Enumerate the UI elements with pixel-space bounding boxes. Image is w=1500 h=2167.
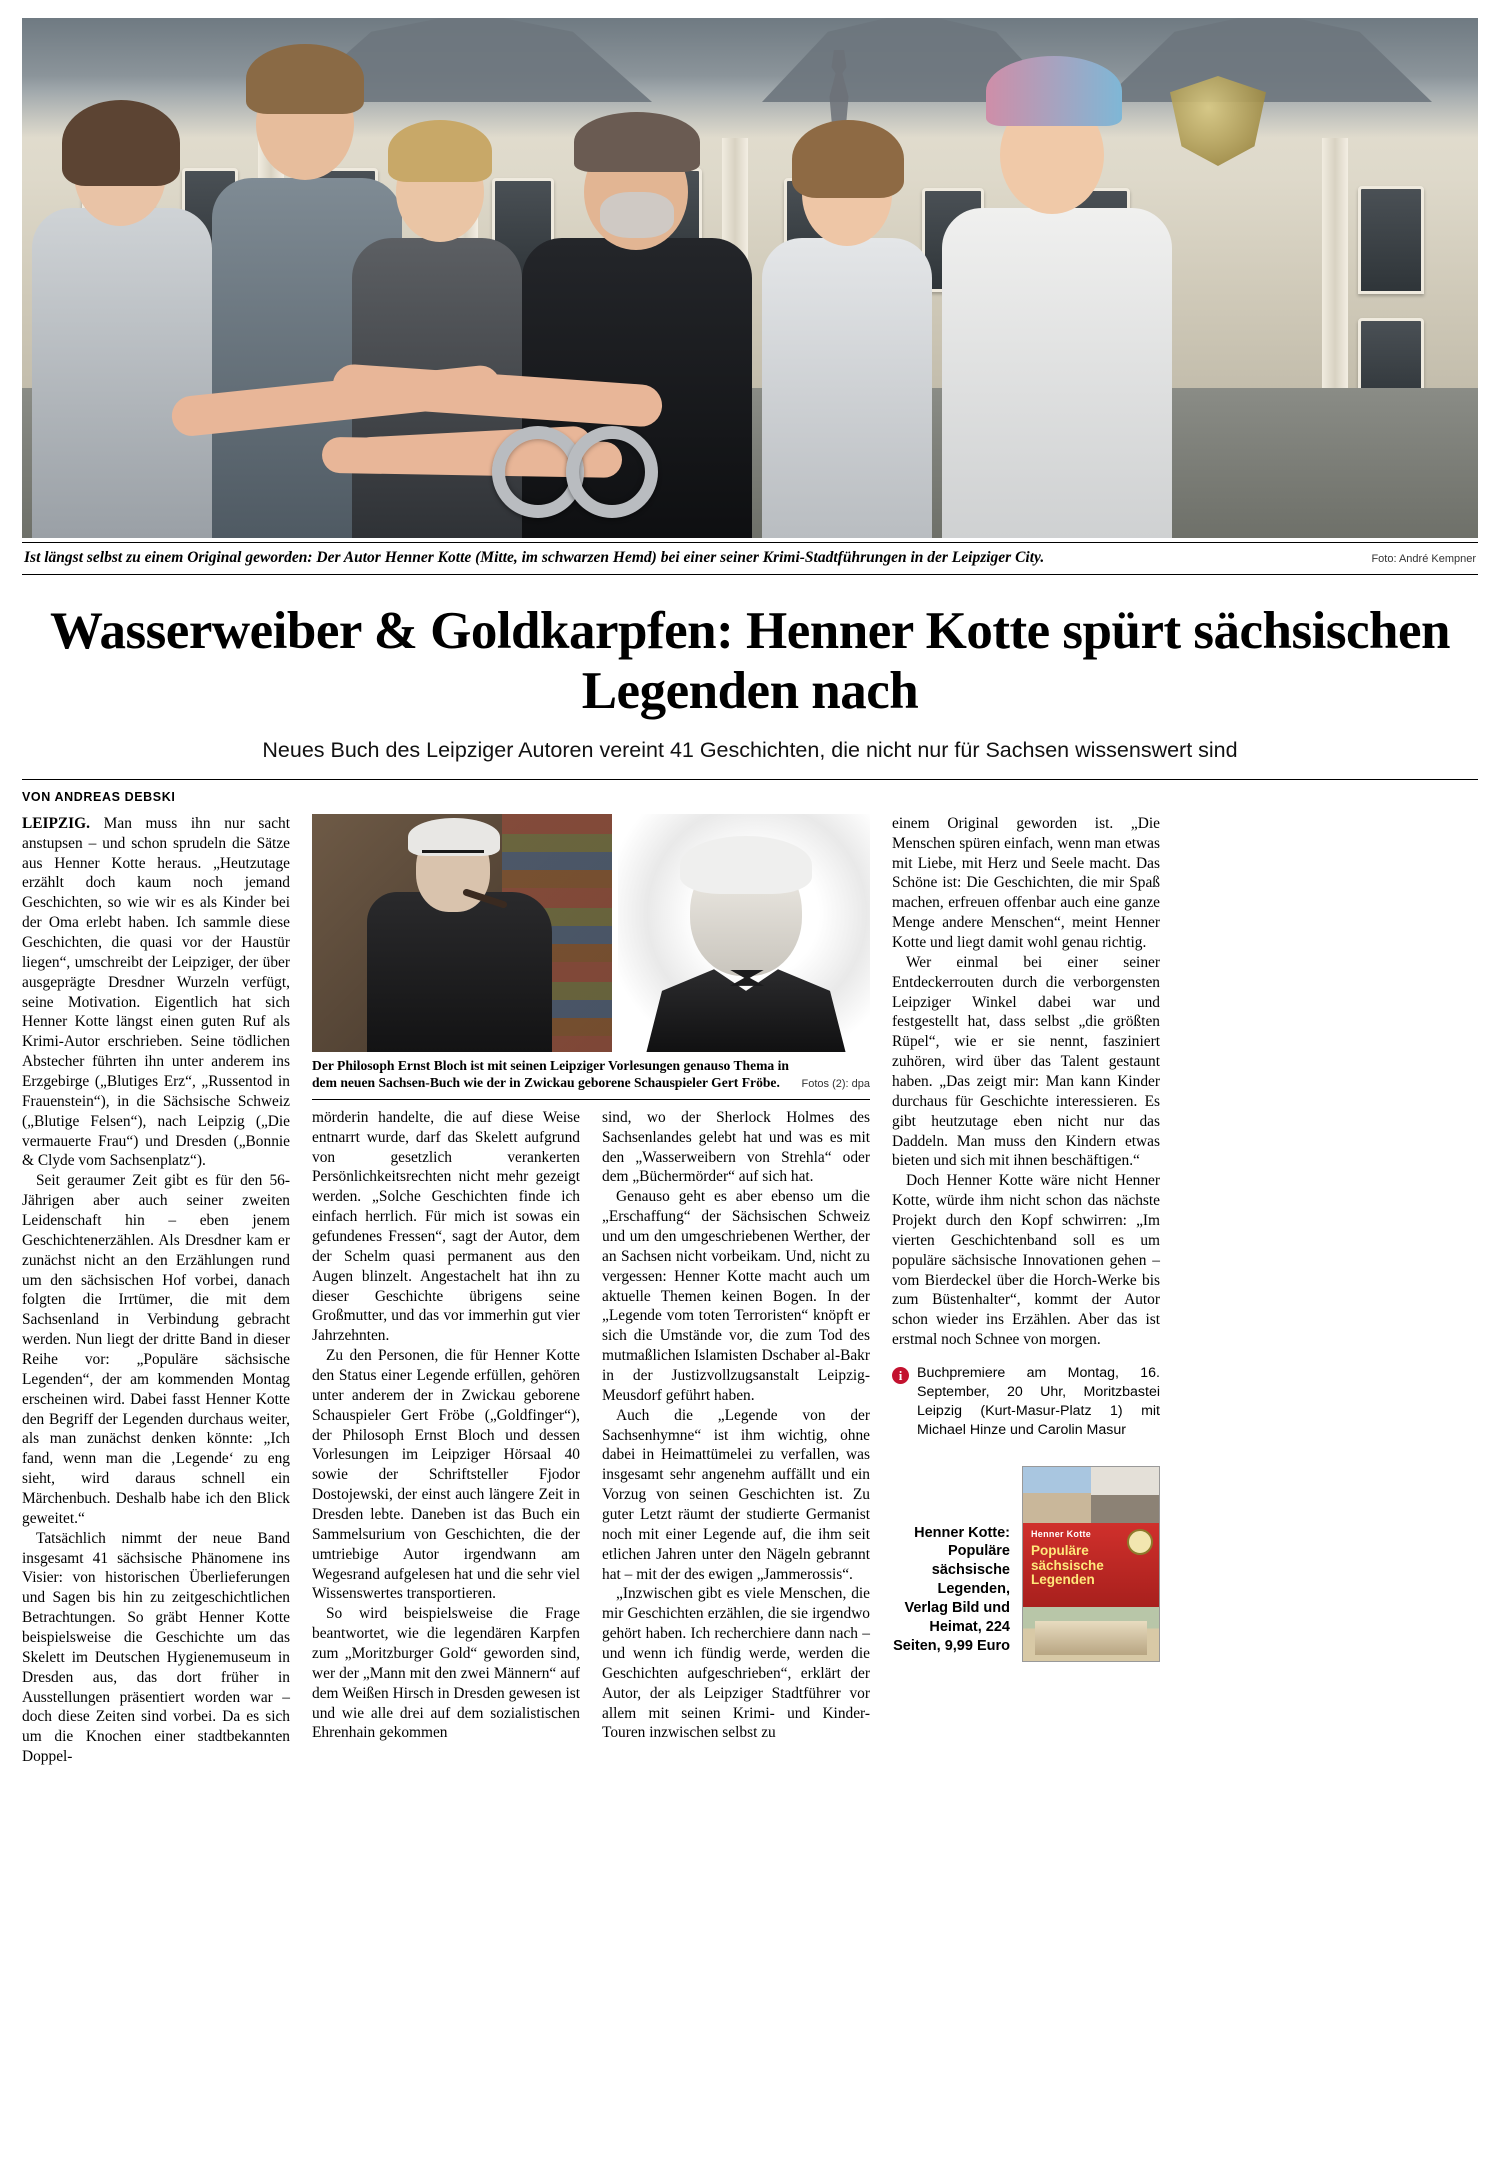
person-girl-right xyxy=(942,208,1172,538)
person-child-left xyxy=(32,208,212,538)
photo-gert-froebe xyxy=(618,814,870,1052)
page-subtitle: Neues Buch des Leipziger Autoren vereint 41 Geschichten, die nicht nur für Sachsen wissenswert sind xyxy=(262,737,1238,762)
column-2 xyxy=(312,1108,580,1744)
event-info-text: Buchpremiere am Montag, 16. September, 20 Uhr, Moritzbastei Leipzig (Kurt-Masur-Platz 1) mit Michael Hinze und Carolin Masur xyxy=(917,1365,1160,1438)
photo-credit: Foto: André Kempner xyxy=(1371,553,1476,565)
photo-ernst-bloch xyxy=(312,814,612,1052)
column-4 xyxy=(892,814,1160,1767)
paragraph: Doch Henner Kotte wäre nicht Henner Kotte, würde ihm nicht schon das nächste Projekt durch den Kopf schwirren: „Im vierten Geschichtenband soll es um populäre sächsische Innovationen gehen – vom Bierdeckel über die Horch-Werke bis zum Büstenhalter“, kommt der Autor schon wieder ins Erzählen. Aber das ist erstmal noch Schnee von morgen. xyxy=(892,1172,1160,1349)
cover-seal-icon xyxy=(1127,1529,1153,1555)
main-photo xyxy=(22,18,1478,538)
inner-photo-block xyxy=(312,814,870,1100)
divider xyxy=(22,779,1478,780)
paragraph: So wird beispielsweise die Frage beantwortet, wie die legendären Karpfen zum „Moritzburger Gold“ geworden sind, wer der „Mann mit den zwei Männern“ auf dem Weißen Hirsch in Dresden gewesen ist und wie alle drei auf dem sozialistischen Ehrenhain gekommen xyxy=(312,1605,580,1742)
article-columns xyxy=(22,814,1478,1767)
handcuff-ring xyxy=(566,426,658,518)
caption-text: Der Philosoph Ernst Bloch ist mit seinen Leipziger Vorlesungen genauso Thema in dem neuen Sachsen-Buch wie der in Zwickau geborene Schauspieler Gert Fröbe. xyxy=(312,1057,789,1090)
cover-author: Henner Kotte xyxy=(1031,1528,1092,1539)
paragraph: sind, wo der Sherlock Holmes des Sachsenlandes gelebt hat und was es mit den „Wasserweibern von Strehla“ oder dem „Büchermörder“ auf sich hat. xyxy=(602,1108,870,1186)
columns-middle xyxy=(312,814,870,1767)
paragraph: Tatsächlich nimmt der neue Band insgesamt 41 sächsische Phänomene ins Visier: von historischen Überlieferungen und Sagen bis hin zu zeitgeschichtlichen Betrachtungen. So gräbt Henner Kotte beispielsweise die Geschichte um das Skelett im Deutschen Hygienemuseum in Dresden aus, das dort früher in Ausstellungen präsentiert worden war – doch diese Zeiten sind vorbei. Da es sich um die Knochen einer stadtbekannten Doppel- xyxy=(22,1529,290,1766)
column-1 xyxy=(22,814,290,1767)
paragraph: Wer einmal bei einer seiner Entdeckerrouten durch die verborgensten Leipziger Winkel dabei war und festgestellt hat, dass selbst „die größten Rüpel“, wie er sie nennt, fasziniert zuhören, wird über das Talent gestaunt haben. „Das zeigt mir: Man kann Kinder durchaus für Geschichte interessieren. Es gibt heutzutage eben nicht nur das Daddeln. Man muss den Kindern etwas bieten und sich mit ihnen beschäftigen.“ xyxy=(892,953,1160,1170)
beard xyxy=(600,192,674,238)
figure-body xyxy=(367,892,552,1052)
paragraph: Seit geraumer Zeit gibt es für den 56-Jährigen aber auch seiner zweiten Leidenschaft hin – eben jenem Geschichtenerzählen. Als Dresdner kam er zunächst nicht an den Erzählungen rund um den sächsischen Hof vorbei, danach folgten die Irrtümer, die mit dem Sachsenland in Verbindung gebracht werden. Nun liegt der dritte Band in dieser Reihe vor: „Populäre sächsische Legenden“, der am kommenden Montag erscheinen wird. Dabei fasst Henner Kotte den Begriff der Legenden durchaus weiter, als man zunächst denken könnte: „Ich fand, wenn man die ‚Legende‘ zu eng sieht, wird daraus schnell ein Märchenbuch. Deshalb habe ich den Blick geweitet.“ xyxy=(22,1172,290,1527)
paragraph: LEIPZIG. Man muss ihn nur sacht anstupsen – und schon sprudeln die Sätze aus Henner Kotte heraus. „Heutzutage erzählt doch kaum noch jemand Geschichten, so wie wir es als Kinder bei der Oma erlebt haben. Ich sammle diese Geschichten, die quasi vor der Haustür liegen“, umschreibt der Leipziger, der über ausgeprägte Dresdner Wurzeln verfügt, seine Motivation. Eigentlich hat sich Henner Kotte längst einen guten Ruf als Krimi-Autor erschrieben. Seine tödlichen Abstecher führten ihn unter anderem ins Erzgebirge („Blutiges Erz“, „Russentod in Frauenstein“), in die Sächsische Schweiz („Blutige Felsen“), nach Leipzig („Die vermauerte Frau“) und Dresden („Bonnie & Clyde vom Sachsenplatz“). xyxy=(22,814,290,1170)
info-icon: i xyxy=(892,1367,909,1384)
handcuffs xyxy=(492,418,662,538)
hair xyxy=(246,44,364,114)
paragraph: Zu den Personen, die für Henner Kotte den Status einer Legende erfüllen, gehören unter anderem der in Zwickau geborene Schauspieler Gert Fröbe („Goldfinger“), der Philosoph Ernst Bloch und dessen Vorlesungen im Leipziger Hörsaal 40 sowie der Schriftsteller Fjodor Dostojewski, der einst auch längere Zeit in Dresden lebte. Daneben ist das Buch ein Sammelsurium von Geschichten, die der umtriebige Autor irgendwann am Wegesrand aufgelesen hat und die sehr viel Wissenswertes transportieren. xyxy=(312,1347,580,1603)
event-info-note xyxy=(892,1364,1160,1440)
cover-bottom-image xyxy=(1023,1607,1159,1661)
hair xyxy=(574,112,700,172)
cover-top-images xyxy=(1023,1467,1159,1523)
byline: VON ANDREAS DEBSKI xyxy=(22,789,176,804)
main-photo-caption xyxy=(22,542,1478,575)
inner-photo-caption xyxy=(312,1052,870,1100)
caption-text: Ist längst selbst zu einem Original geworden: Der Autor Henner Kotte (Mitte, im schwarzen Hemd) bei einer seiner Krimi-Stadtführungen in der Leipziger City. xyxy=(24,549,1045,566)
person-girl-center xyxy=(762,238,932,538)
paragraph: mörderin handelte, die auf diese Weise entnarrt wurde, darf das Skelett aufgrund von gesetzlich verankerten Persönlichkeitsrechten nicht mehr gezeigt werden. „Solche Geschichten finde ich einfach herrlich. Für mich ist sowas ein gefundenes Fressen“, sagt der Autor, dem der Schelm quasi permanent aus den Augen blinzelt. Angestachelt hat ihn zu dieser Geschichte übrigens seine Großmutter, und das vor immerhin gut vier Jahrzehnten. xyxy=(312,1108,580,1345)
hair xyxy=(792,120,904,198)
paragraph: Auch die „Legende von der Sachsenhymne“ ist ihm wichtig, ohne dabei in Heimattümelei zu verfallen, was insgesamt sehr angenehm auffällt und ein Vorzug von seinen Geschichten ist. Zu guter Letzt räumt der studierte Germanist noch mit einer Legende auf, die ihm seit etlichen Jahren unter den Nägeln gebrannt hat – mit der des ewigen „Jammerossis“. xyxy=(602,1406,870,1583)
cover-photo-2 xyxy=(1091,1467,1159,1523)
paragraph: „Inzwischen gibt es viele Menschen, die mir Geschichten erzählen, die sie irgendwo gehört haben. Ich recherchiere dann nach – und wenn ich fündig werde, werden die Geschichten aufgeschrieben“, erklärt der Autor, der als Leipziger Stadtführer vor allem mit seinen Krimi- und Kinder-Touren inzwischen selbst zu xyxy=(602,1585,870,1742)
figure-hair xyxy=(680,836,812,894)
glasses-icon xyxy=(422,850,484,862)
inner-photo-pair xyxy=(312,814,870,1052)
facade-window xyxy=(1358,186,1424,294)
hair xyxy=(388,120,492,182)
cover-title: Populäre sächsische Legenden xyxy=(1031,1543,1104,1588)
columns-2-3 xyxy=(312,1108,870,1744)
paragraph: Genauso geht es aber ebenso um die „Erschaffung“ der Sächsischen Schweiz und um den umgeschriebenen Werther, der an Sachsen nicht vorbeikam. Und, nicht zu vergessen: Henner Kotte macht auch um aktuelle Themen keinen Bogen. In der „Legende vom toten Terroristen“ knöpft er sich die Umstände vor, die zum Tod des mutmaßlichen Islamisten Dschaber al-Bakr in der Justizvollzugsanstalt Leipzig-Meusdorf geführt haben. xyxy=(602,1188,870,1404)
book-credit-text: Henner Kotte: Populäre sächsische Legenden, Verlag Bild und Heimat, 224 Seiten, 9,99 Euro xyxy=(893,1524,1010,1654)
column-3 xyxy=(602,1108,870,1744)
book-cover xyxy=(1022,1466,1160,1662)
book-info-box xyxy=(892,1466,1160,1662)
facade-column xyxy=(1322,138,1348,418)
paragraph: einem Original geworden ist. „Die Menschen spüren einfach, wenn man etwas mit Liebe, mit Herz und Seele macht. Das Schöne ist: Die Geschichten, die mir Spaß machen, erfreuen offenbar auch eine ganze Menge andere Menschen“, meint Henner Kotte und liegt damit wohl genau richtig. xyxy=(892,814,1160,951)
cap xyxy=(986,56,1122,126)
photo-credit: Fotos (2): dpa xyxy=(801,1078,870,1091)
page-title: Wasserweiber & Goldkarpfen: Henner Kotte spürt sächsischen Legenden nach xyxy=(49,602,1450,721)
cover-photo-1 xyxy=(1023,1467,1091,1523)
hair xyxy=(62,100,180,186)
paragraph-text: Man muss ihn nur sacht anstupsen – und schon sprudeln die Sätze aus Henner Kotte heraus. „Heutzutage erzählt doch kaum noch jemand Geschichten, so wie wir es als Kinder bei der Oma erlebt haben. Ich sammle diese Geschichten, die quasi vor der Haustür liegen“, umschreibt der Leipziger, der über ausgeprägte Dresdner Wurzeln verfügt, seine Motivation. Eigentlich hat sich Henner Kotte längst einen guten Ruf als Krimi-Autor erschrieben. Seine tödlichen Abstecher führten ihn unter anderem ins Erzgebirge („Blutiges Erz“, „Russentod in Frauenstein“), in die Sächsische Schweiz („Blutige Felsen“), nach Leipzig („Die vermauerte Frau“) und Dresden („Bonnie & Clyde vom Sachsenplatz“). xyxy=(22,814,290,1170)
